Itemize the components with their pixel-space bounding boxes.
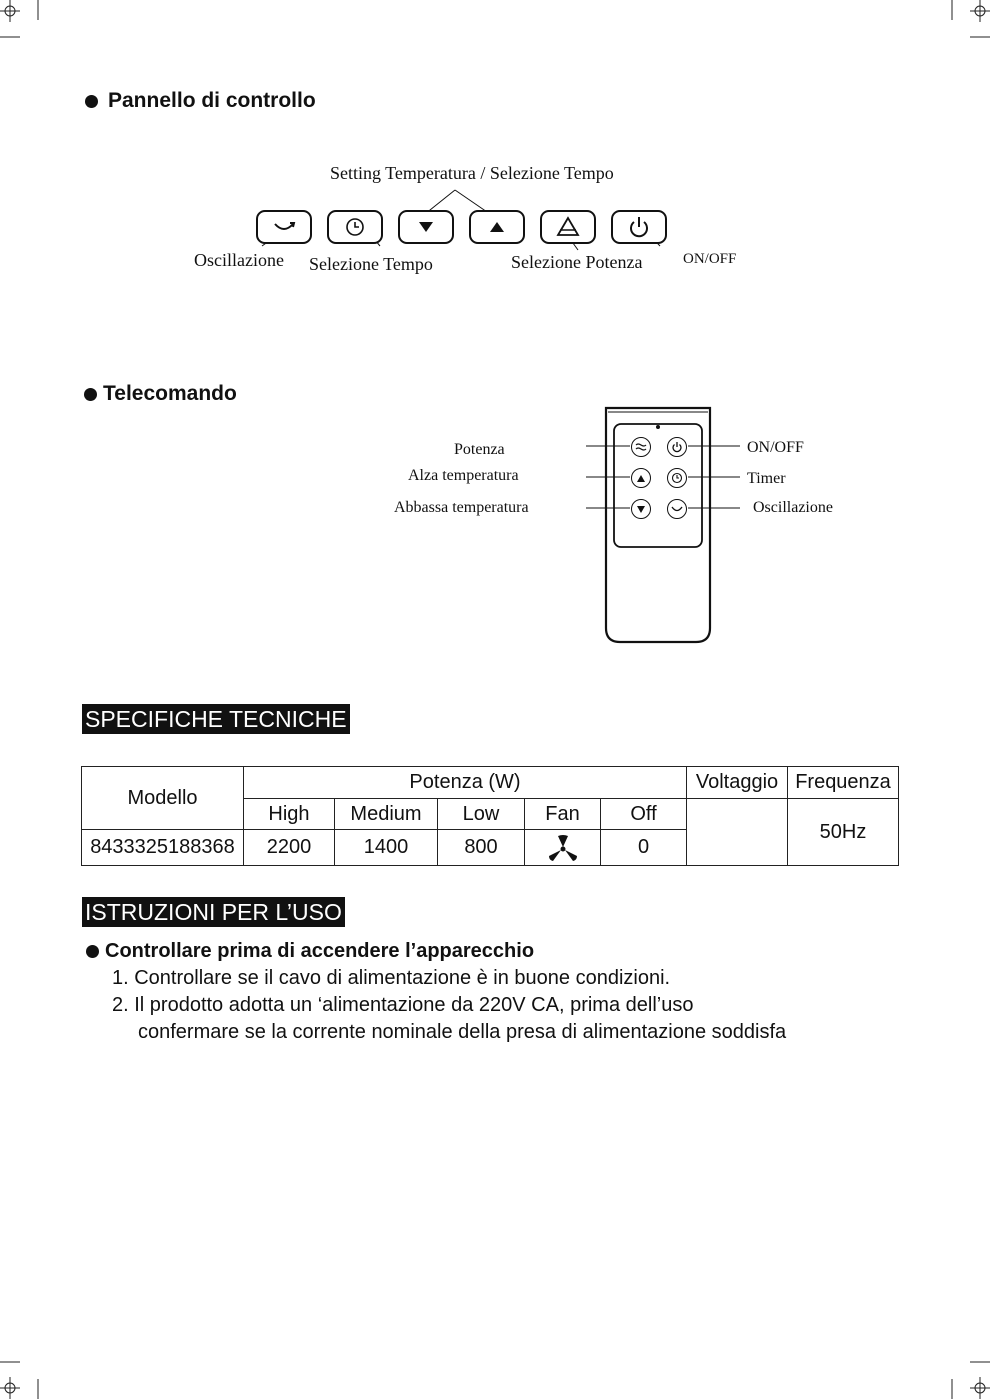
remote-label-power: Potenza [454, 441, 505, 458]
sub-fan: Fan [525, 799, 601, 830]
cell-voltage [687, 799, 788, 866]
bullet-icon [86, 945, 99, 958]
clock-icon [671, 472, 683, 484]
label-oscillation: Oscillazione [194, 250, 284, 270]
specs-table [81, 766, 899, 866]
remote-timer-button[interactable] [667, 468, 687, 488]
list-item: 2. Il prodotto adotta un ‘alimentazione da 220V CA, prima dell’uso [112, 994, 694, 1016]
remote-label-onoff: ON/OFF [747, 439, 804, 456]
instructions-subheading-text: Controllare prima di accendere l’apparecchio [105, 940, 535, 962]
table-row [82, 767, 899, 799]
label-setting-temp: Setting Temperatura / Selezione Tempo [330, 163, 614, 183]
control-panel-title: Pannello di controllo [108, 89, 316, 112]
remote-power-button[interactable] [631, 437, 651, 457]
cell-medium: 1400 [335, 830, 438, 866]
sub-off: Off [601, 799, 687, 830]
fan-icon [547, 834, 579, 862]
remote-temp-down-button[interactable] [631, 499, 651, 519]
header-frequency: Frequenza [788, 767, 899, 799]
cell-off: 0 [601, 830, 687, 866]
header-power: Potenza (W) [244, 767, 687, 799]
cell-frequency: 50Hz [788, 799, 899, 866]
oscillation-icon [671, 505, 683, 513]
remote-label-oscillation: Oscillazione [753, 499, 833, 516]
instructions-banner: ISTRUZIONI PER L’USO [82, 897, 345, 927]
remote-label-lower: Abbassa temperatura [394, 499, 529, 516]
cell-fan [525, 830, 601, 866]
waves-icon [635, 442, 647, 452]
instructions-subheading [86, 940, 534, 963]
remote-label-timer: Timer [747, 470, 786, 487]
remote-oscillation-button[interactable] [667, 499, 687, 519]
remote-temp-up-button[interactable] [631, 468, 651, 488]
label-power-select: Selezione Potenza [511, 252, 643, 272]
cell-model: 8433325188368 [82, 830, 244, 866]
remote-label-raise: Alza temperatura [408, 467, 519, 484]
arrow-down-icon [636, 505, 646, 514]
label-onoff: ON/OFF [683, 251, 737, 267]
remote-onoff-button[interactable] [667, 437, 687, 457]
remote-title: Telecomando [103, 382, 237, 405]
sub-medium: Medium [335, 799, 438, 830]
power-icon [671, 441, 683, 453]
sub-high: High [244, 799, 335, 830]
list-item-continuation: confermare se la corrente nominale della presa di alimentazione soddisfa [138, 1021, 787, 1043]
sub-low: Low [438, 799, 525, 830]
specs-banner: SPECIFICHE TECNICHE [82, 704, 350, 734]
cell-low: 800 [438, 830, 525, 866]
header-voltage: Voltaggio [687, 767, 788, 799]
cell-high: 2200 [244, 830, 335, 866]
label-time-select: Selezione Tempo [309, 254, 433, 274]
header-model: Modello [82, 767, 244, 830]
arrow-up-icon [636, 474, 646, 483]
list-item: 1. Controllare se il cavo di alimentazione è in buone condizioni. [112, 967, 671, 989]
